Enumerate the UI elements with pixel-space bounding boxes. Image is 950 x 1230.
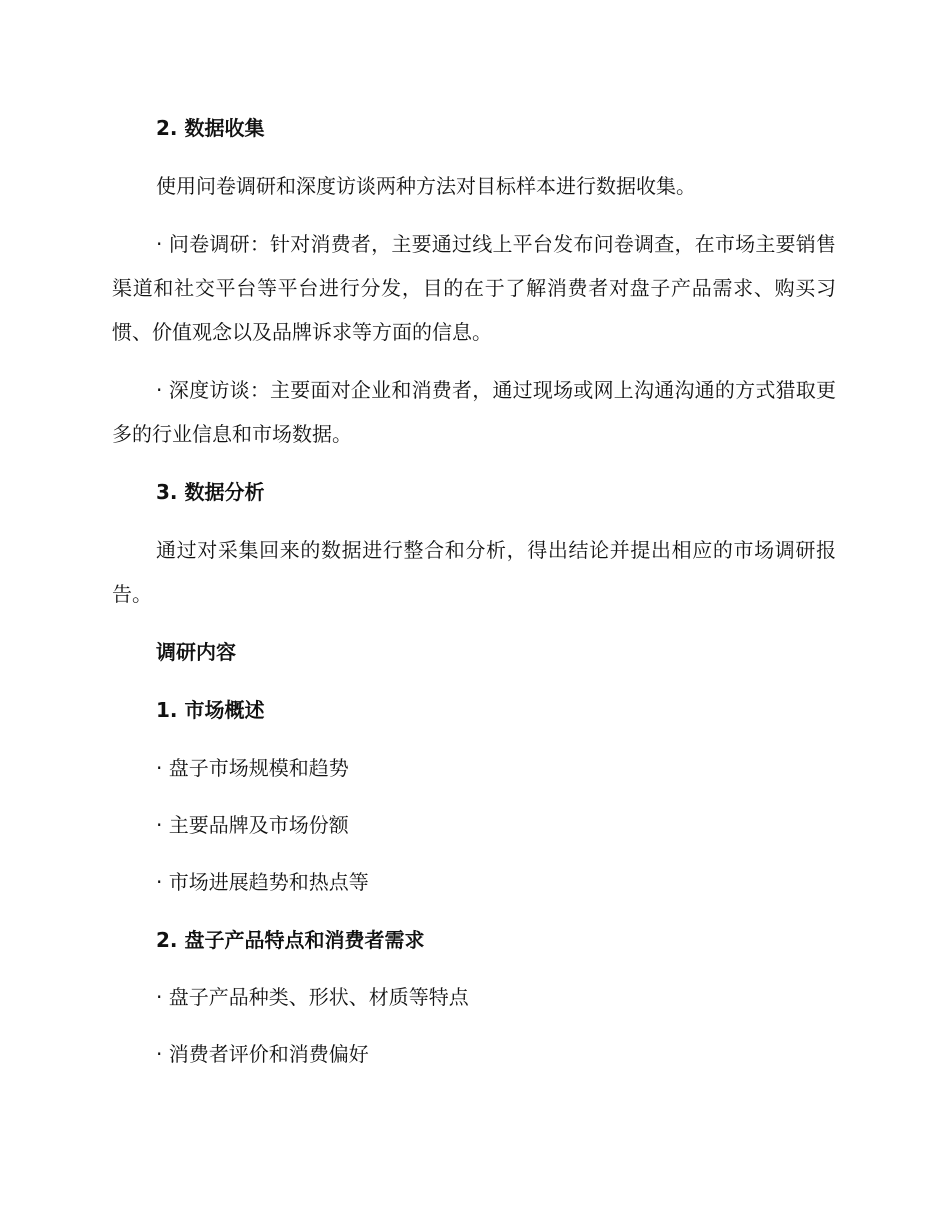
list-item: · 消费者评价和消费偏好: [156, 1042, 369, 1066]
list-item: · 盘子产品种类、形状、材质等特点: [156, 985, 469, 1009]
list-item: · 盘子市场规模和趋势: [156, 756, 349, 780]
paragraph-questionnaire: · 问卷调研：针对消费者，主要通过线上平台发布问卷调查，在市场主要销售渠道和社交平台等平台进行分发，目的在于了解消费者对盘子产品需求、购买习惯、价值观念以及品牌诉求等方面的信息。: [112, 232, 836, 344]
paragraph-interview: · 深度访谈：主要面对企业和消费者，通过现场或网上沟通沟通的方式猎取更多的行业信息和市场数据。: [112, 378, 836, 446]
heading-market-overview: 1. 市场概述: [156, 698, 265, 722]
heading-research-content: 调研内容: [156, 640, 236, 664]
heading-data-analysis: 3. 数据分析: [156, 480, 265, 504]
list-item: · 市场进展趋势和热点等: [156, 870, 369, 894]
paragraph-data-analysis: 通过对采集回来的数据进行整合和分析，得出结论并提出相应的市场调研报告。: [112, 538, 836, 606]
paragraph-data-collection-intro: 使用问卷调研和深度访谈两种方法对目标样本进行数据收集。: [156, 174, 696, 198]
heading-data-collection: 2. 数据收集: [156, 116, 265, 140]
list-item: · 主要品牌及市场份额: [156, 813, 349, 837]
heading-product-features: 2. 盘子产品特点和消费者需求: [156, 928, 425, 952]
